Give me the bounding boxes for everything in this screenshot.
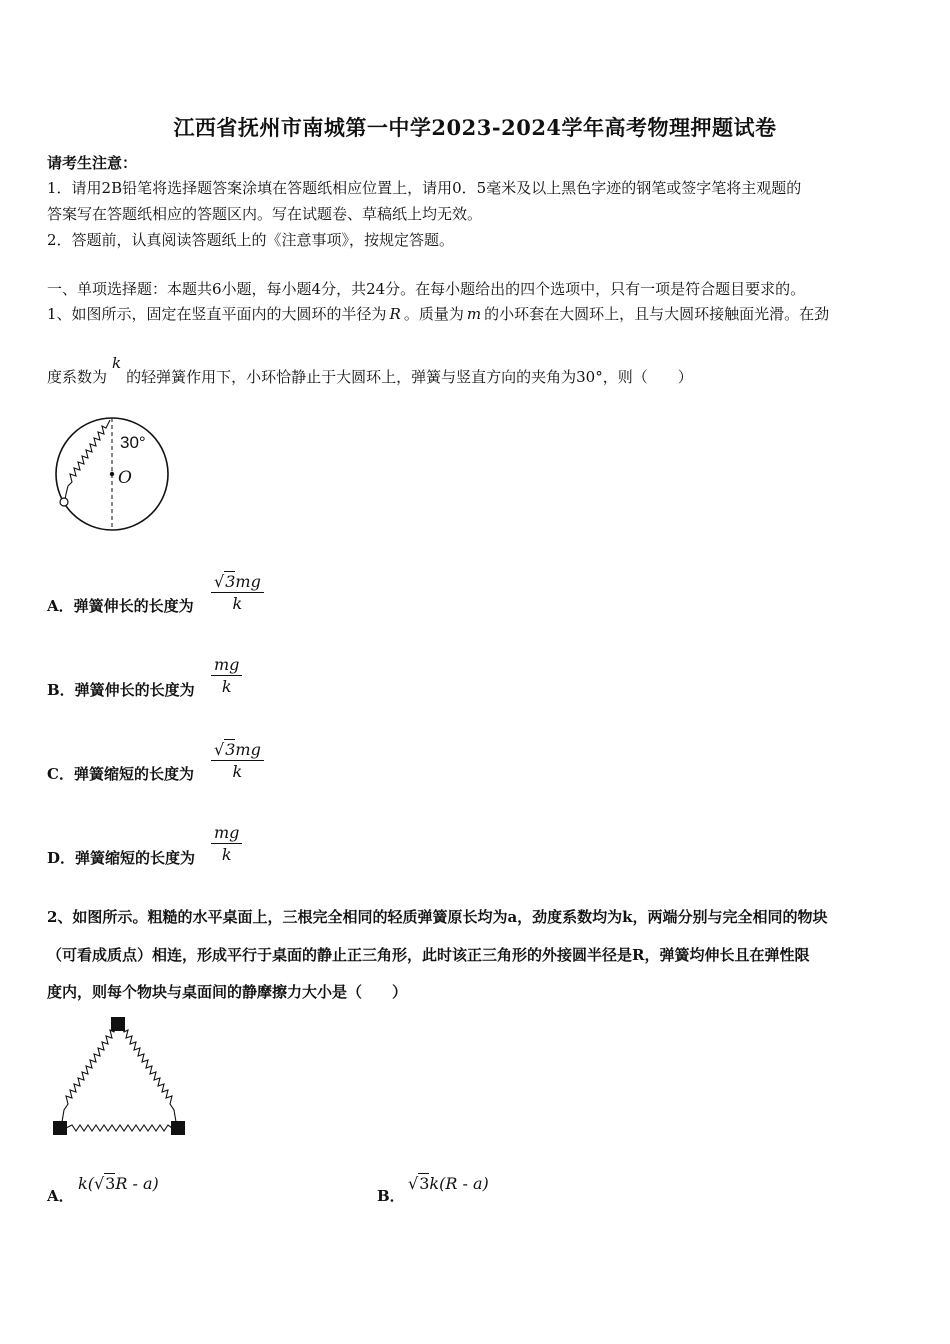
center-label: O [118,468,132,488]
q1-option-a-den: k [232,594,243,613]
q1-option-d-num: mg [211,823,242,844]
q1-option-d-fraction [211,823,242,864]
q1-option-b-label: B．弹簧伸长的长度为 [47,681,195,699]
q1-var-k: k [112,354,122,372]
q1-var-R: R [389,305,401,323]
q1-option-c-sqrt: 3 [225,740,236,759]
block-right [171,1121,185,1135]
q1-option-d-den: k [221,845,232,864]
angle-label: 30° [120,433,146,452]
q1-option-b-num: mg [211,655,242,676]
q1-line-1 [47,303,829,324]
q1-text-e: 的轻弹簧作用下，小环恰静止于大圆环上，弹簧与竖直方向的夹角为30°，则（ ） [126,368,693,386]
page-title: 江西省抚州市南城第一中学2023-2024学年高考物理押题试卷 [173,115,777,140]
small-ring [60,498,68,506]
spring-right [122,1026,176,1122]
q1-ring-figure [50,412,175,537]
q2-option-b-sqrt: 3 [419,1174,430,1193]
q1-text-a: 1、如图所示，固定在竖直平面内的大圆环的半径为 [47,305,387,323]
q2-option-a-pre: k( [78,1174,94,1193]
q1-text-d: 度系数为 [47,368,108,386]
q1-line-2 [47,354,693,387]
notice-line-1a: 1．请用2B铅笔将选择题答案涂填在答题纸相应位置上，请用0．5毫米及以上黑色字迹的钢笔或签字笔将主观题的 [47,179,802,197]
q2-option-a-post: R - a) [115,1174,159,1193]
q1-option-b-fraction [211,655,242,696]
q1-text-b: 。质量为 [403,305,464,323]
spring-bottom [66,1125,172,1131]
q2-option-a-sqrt: 3 [105,1174,116,1193]
q2-line-1: 2、如图所示。粗糙的水平桌面上，三根完全相同的轻质弹簧原长均为a，劲度系数均为k，两端分别与完全相同的物块 [47,908,828,926]
q2-option-b-label: B． [377,1187,405,1205]
notice-heading: 请考生注意： [47,154,138,172]
center-dot [110,472,114,476]
q1-option-a-fraction: $\frac{√3mg}{k}$ [211,572,264,613]
section-heading: 一、单项选择题：本题共6小题，每小题4分，共24分。在每小题给出的四个选项中，只有一项是符合题目要求的。 [47,280,806,298]
q1-option-c-label: C．弹簧缩短的长度为 [47,765,194,783]
q1-option-c-num: mg [235,740,261,759]
q2-option-a-label: A． [47,1187,74,1205]
block-left [53,1121,67,1135]
q1-option-b-den: k [221,677,232,696]
q1-text-c: 的小环套在大圆环上，且与大圆环接触面光滑。在劲 [484,305,830,323]
q1-option-d-label: D．弹簧缩短的长度为 [47,849,196,867]
q1-option-a-num: mg [235,572,261,591]
notice-line-1b: 答案写在答题纸相应的答题区内。写在试题卷、草稿纸上均无效。 [47,205,483,223]
q1-var-m: m [466,305,482,323]
spring-coil [65,420,110,500]
q2-line-3: 度内，则每个物块与桌面间的静摩擦力大小是（ ） [47,983,408,1001]
spring-left [62,1026,116,1122]
notice-line-2: 2．答题前，认真阅读答题纸上的《注意事项》，按规定答题。 [47,231,455,249]
q2-line-2: （可看成质点）相连，形成平行于桌面的静止正三角形，此时该正三角形的外接圆半径是R，弹簧均伸长且在弹性限 [47,946,810,964]
q1-option-a-sqrt: 3 [225,572,236,591]
q1-option-c-fraction: $\frac{√3mg}{k}$ [211,740,264,781]
q2-triangle-figure [50,1014,190,1140]
q2-option-a-expression: k(√3R - a) [78,1174,159,1193]
q1-option-a-label: A．弹簧伸长的长度为 [47,597,194,615]
q2-option-b-expression: √3k(R - a) [408,1174,489,1193]
block-top [111,1017,125,1031]
q2-option-b-post: k(R - a) [429,1174,489,1193]
q1-option-c-den: k [232,762,243,781]
